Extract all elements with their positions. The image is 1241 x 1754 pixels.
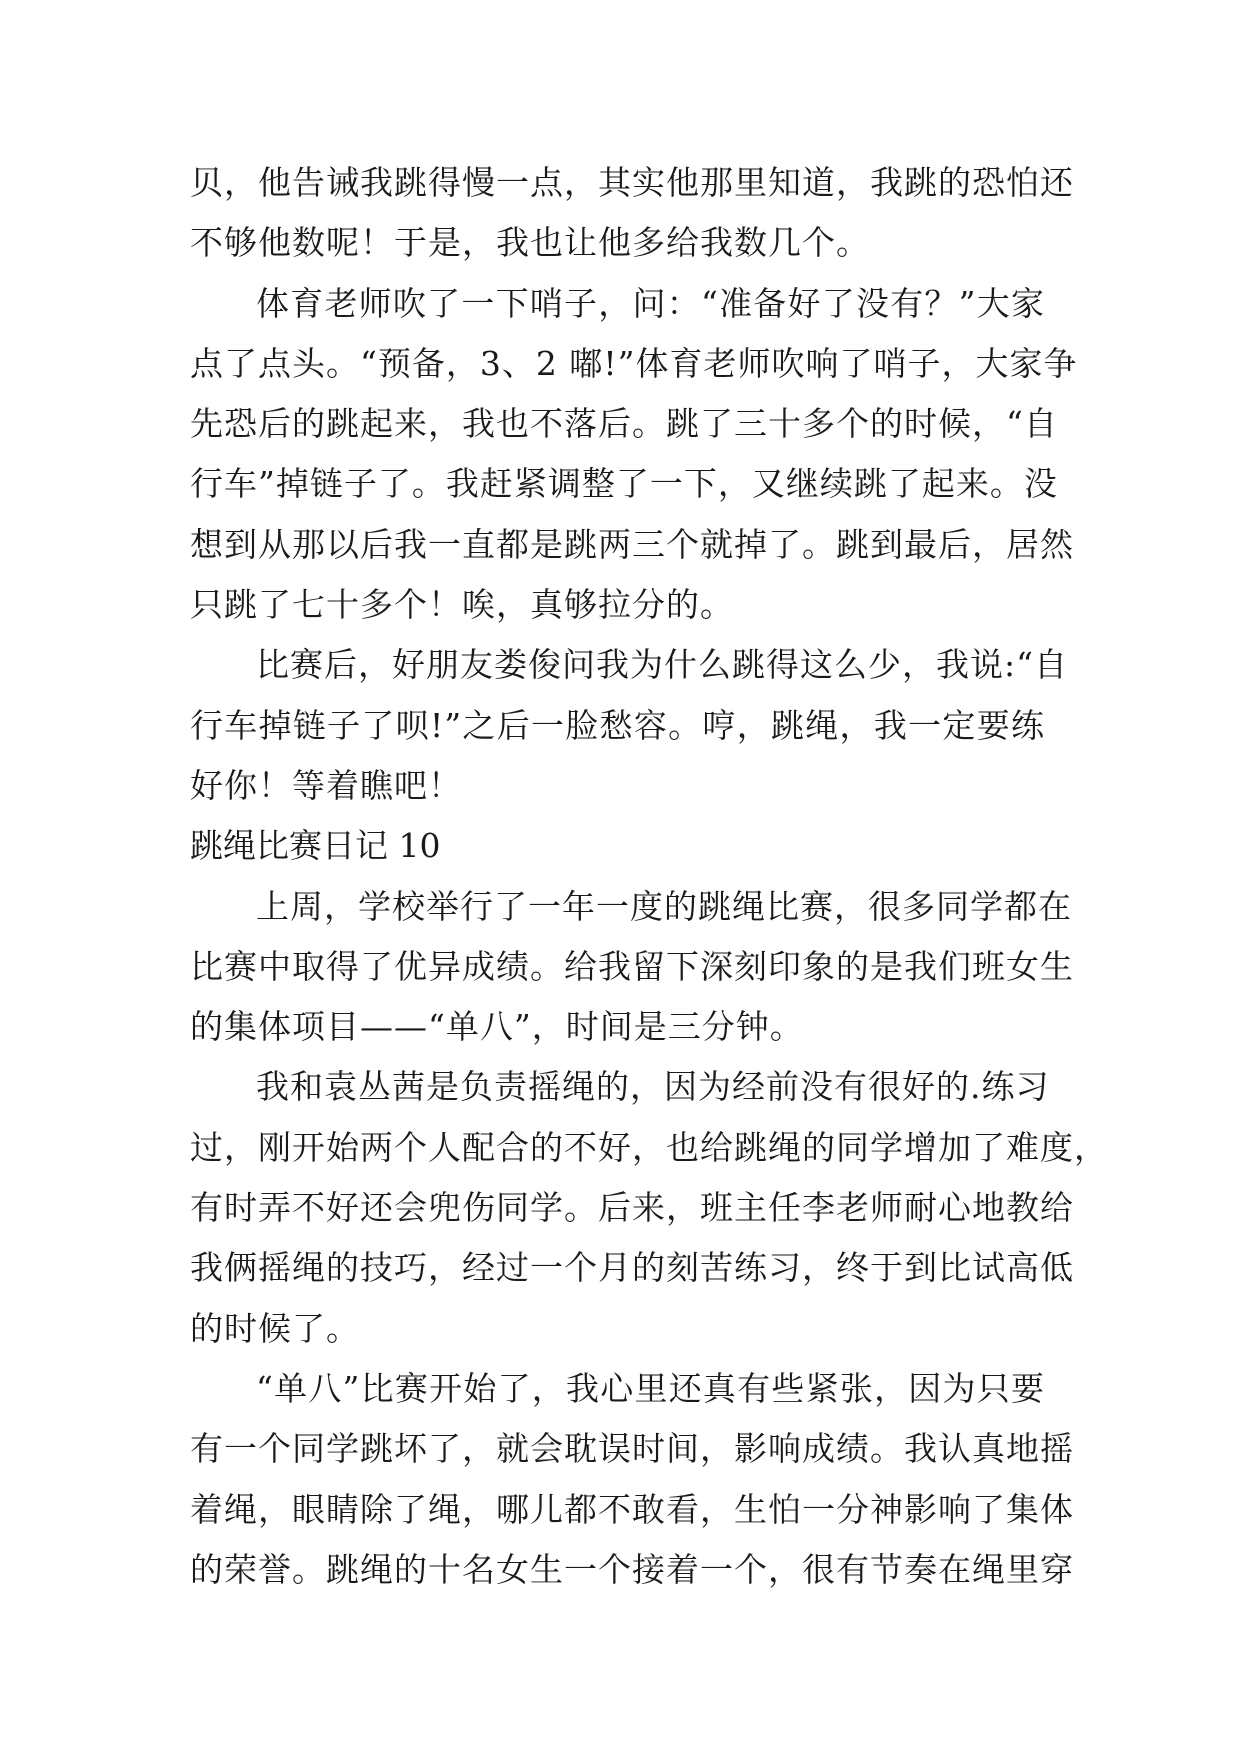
text-line: 的荣誉。跳绳的十名女生一个接着一个，很有节奏在绳里穿 — [190, 1549, 1074, 1589]
paragraph-first-line: “单八”比赛开始了，我心里还真有些紧张，因为只要 — [256, 1368, 1045, 1408]
text-line: 我俩摇绳的技巧，经过一个月的刻苦练习，终于到比试高低 — [190, 1248, 1074, 1288]
text-line: 比赛中取得了优异成绩。给我留下深刻印象的是我们班女生 — [190, 946, 1074, 986]
text-line: 想到从那以后我一直都是跳两三个就掉了。跳到最后，居然 — [190, 524, 1074, 564]
document-body — [190, 153, 1108, 1600]
text-line: 行车掉链子了呗!”之后一脸愁容。哼，跳绳，我一定要练 — [190, 705, 1045, 745]
text-line: 只跳了七十多个！唉，真够拉分的。 — [190, 585, 734, 625]
paragraph-first-line: 上周，学校举行了一年一度的跳绳比赛，很多同学都在 — [256, 886, 1072, 926]
paragraph-first-line: 体育老师吹了一下哨子，问：“准备好了没有？”大家 — [256, 283, 1045, 323]
text-line: 好你！等着瞧吧！ — [190, 765, 462, 805]
text-line: 贝，他告诫我跳得慢一点，其实他那里知道，我跳的恐怕还 — [190, 163, 1074, 202]
text-line: 着绳，眼睛除了绳，哪儿都不敢看，生怕一分神影响了集体 — [190, 1489, 1074, 1529]
paragraph-first-line: 我和袁丛茜是负责摇绳的，因为经前没有很好的.练习 — [256, 1067, 1050, 1107]
text-line: 过，刚开始两个人配合的不好，也给跳绳的同学增加了难度， — [190, 1127, 1108, 1167]
text-line: 有时弄不好还会兜伤同学。后来，班主任李老师耐心地教给 — [190, 1188, 1074, 1228]
text-line: 点了点头。“预备，3、2 嘟!”体育老师吹响了哨子，大家争 — [190, 343, 1078, 383]
text-line: 有一个同学跳坏了，就会耽误时间，影响成绩。我认真地摇 — [190, 1429, 1074, 1469]
text-line: 先恐后的跳起来，我也不落后。跳了三十多个的时候，“自 — [190, 404, 1058, 444]
text-line: 的时候了。 — [190, 1308, 360, 1348]
text-line: 行车”掉链子了。我赶紧调整了一下，又继续跳了起来。没 — [190, 464, 1058, 504]
section-heading: 跳绳比赛日记 10 — [190, 826, 441, 866]
text-line: 的集体项目——“单八”，时间是三分钟。 — [190, 1007, 804, 1047]
text-line: 不够他数呢！于是，我也让他多给我数几个。 — [190, 223, 870, 263]
paragraph-first-line: 比赛后，好朋友娄俊问我为什么跳得这么少，我说:“自 — [256, 645, 1068, 685]
